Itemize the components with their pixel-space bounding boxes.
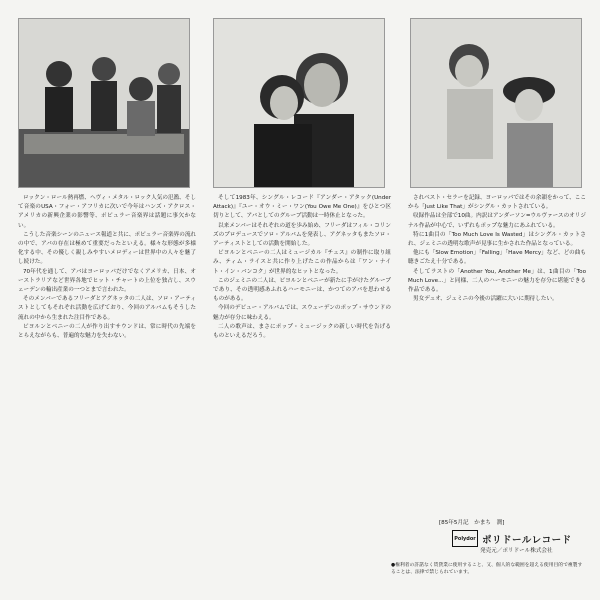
paragraph: 男女デュオ、ジェミニの今後の活躍に大いに期待したい。 (413, 296, 558, 303)
polydor-badge: Polydor (452, 530, 478, 547)
paragraph: ロックン・ロール熱再燃、ヘヴィ・メタル・ロック人気の氾濫、そして音楽のUSA・フォー・アフリカに次いで今年はハンズ・アクロス・アメリカの新興企業の影響等、ポピュラー音楽界は話題に事欠かない。 (18, 195, 196, 229)
paragraph: 他にも「Slow Emotion」「Falling」「Have Mercy」など、どの曲も聴きごたえ十分である。 (408, 250, 586, 266)
copyright-notice (391, 562, 586, 577)
paragraph: 二人の歌声は、まさにポップ・ミュージックの新しい時代を告げるものといえるだろう。 (213, 323, 391, 340)
band-studio-photo (18, 18, 190, 188)
distributor-text: 発売元／ポリドール株式会社 (480, 548, 553, 554)
paragraph: こうした音楽シーンのニュース報道と共に、ポピュラー音楽界の流れの中で、アバの存在は極めて重要だったといえる。様々な形態が多様化する中、その優しく親しみやすいメロディーは世界中の人々を魅了し続けた。 (18, 231, 197, 266)
paragraph: 今回のデビュー・アルバムでは、スウェーデンのポップ・サウンドの魅力が存分に味わえる。 (213, 305, 391, 321)
band-studio-illustration (19, 19, 189, 187)
children-photo (410, 18, 582, 188)
paragraph: ビヨルンとベニーの二人が作り出すサウンドは、常に時代の先端をとらえながらも、普遍的な魅力を失わない。 (18, 323, 196, 340)
paragraph: されベスト・セラーを記録、ヨーロッパではその余韻をかって、ここから「Just Like That」がシングル・カットされている。 (408, 195, 586, 211)
paragraph: そのメンバーであるフリーダとアグネッタの二人は、ソロ・アーティストとしてもそれぞれ活動を広げており、今回のアルバムもそうした流れの中から生まれた注目作である。 (18, 296, 196, 321)
notice-line: ●権利者の許諾なく賃貸業に使用すること、又、個人的な範囲を超える使用目的で複製することは、法律で禁じられています。 (391, 563, 583, 576)
text-column-right (408, 194, 586, 304)
author-signature: [85年5月記 かまち 潤] (439, 520, 505, 526)
duo-portrait-photo (213, 18, 385, 188)
paragraph: このジェミニの二人は、ビヨルンとベニーが新たに手がけたグループであり、その透明感あふれるハーモニーは、かつてのアバを思わせるものがある。 (213, 277, 391, 303)
paragraph: 収録作品は全部で10曲。内訳はアンダーソン=ウルヴァースのオリジナル作品が中心で、いずれもポップな魅力にあふれている。 (408, 213, 586, 229)
label-logo (452, 530, 572, 547)
paragraph: 特に1曲目の「Too Much Love Is Wasted」はシングル・カットされ、ジェミニの透明な歌声が見事に生かされた作品となっている。 (408, 231, 586, 248)
duo-portrait-illustration (214, 19, 384, 187)
paragraph: 70年代を通して、アバはヨーロッパだけでなくアメリカ、日本、オーストラリアなど世界各地でヒット・チャートの上位を独占し、スウェーデンの輸出産業の一つとまで言われた。 (18, 268, 196, 294)
label-name: ポリドールレコード (482, 534, 572, 546)
text-column-middle (213, 194, 391, 341)
text-column-left (18, 194, 196, 341)
paragraph: ビヨルンとベニーの二人はミュージカル『チェス』の制作に取り組み、ティム・ライスと共に作り上げたこの作品からは「ワン・ナイト・イン・バンコク」が世界的なヒットとなった。 (213, 250, 391, 275)
paragraph: 以来メンバーはそれぞれの道を歩み始め、フリーダはフィル・コリンズのプロデュースでソロ・アルバムを発表し、アグネッタもまたソロ・アーティストとしての活動を開始した。 (213, 222, 391, 248)
children-illustration (411, 19, 581, 187)
paragraph: そして1983年、シングル・レコード『アンダー・アタック(Under Attack)』『ユー・オウ・ミー・ワン(You Owe Me One)』をひとつ区切りとして、アバとしてのグループ活動は一時休止となった。 (213, 195, 391, 220)
paragraph: そしてラストの「Another You, Another Me」は、1曲目の「Too Much Love...」と同様、二人のハーモニーの魅力を存分に堪能できる作品である。 (408, 268, 586, 294)
